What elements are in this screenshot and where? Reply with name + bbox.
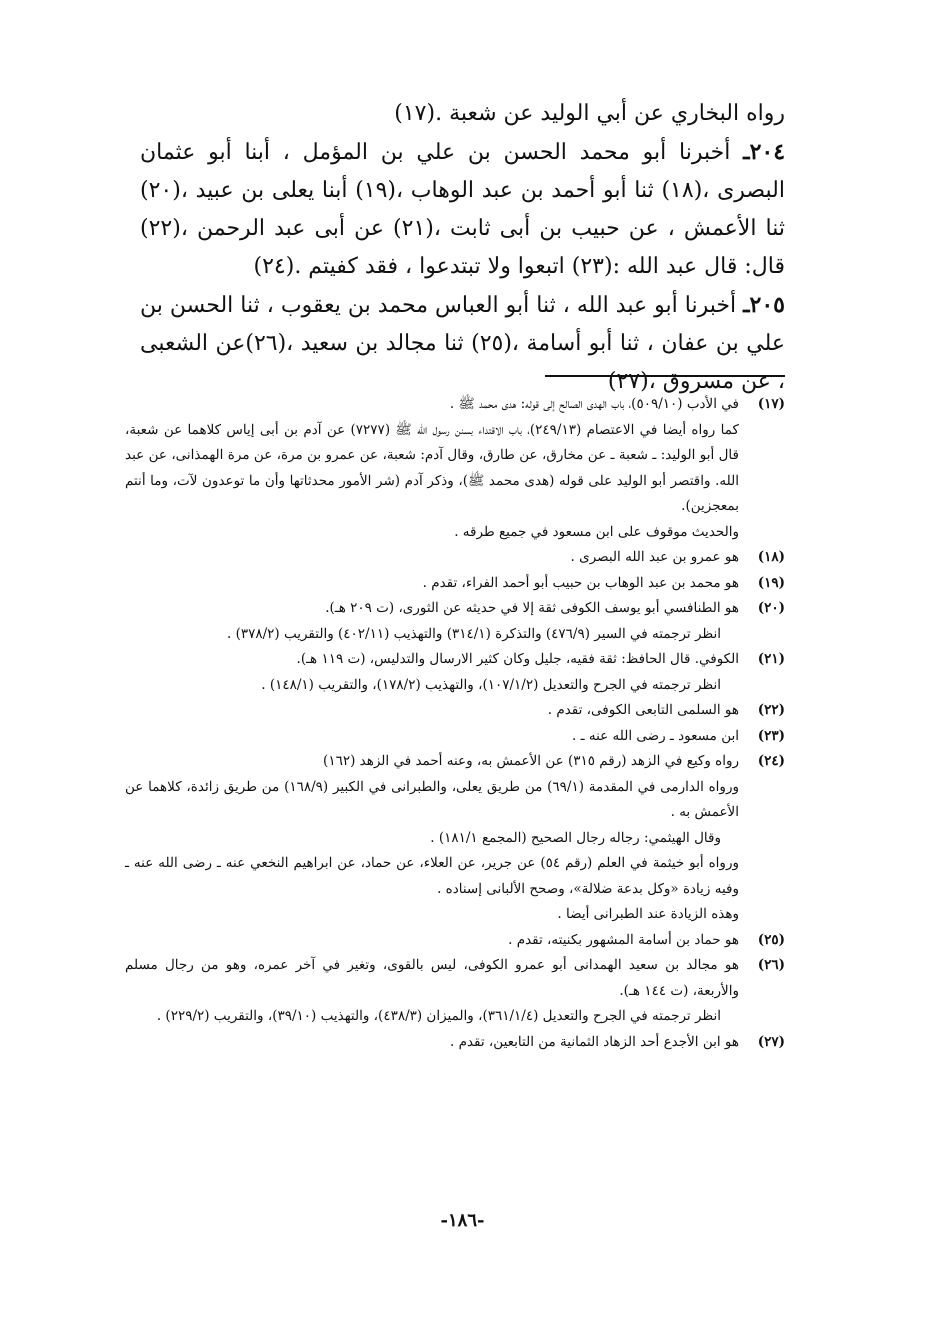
footnote-number: (٢٧) — [757, 1033, 785, 1050]
hadith-number: ٢٠٥ـ — [743, 292, 785, 318]
main-text — [140, 95, 785, 401]
footnotes — [125, 392, 785, 1055]
footnote-divider — [545, 375, 785, 377]
hadith-204 — [140, 133, 785, 286]
footnote-continuation: انظر ترجمته في الجرح والتعديل (٣٦١/١/٤)، والميزان (٤٣٨/٣)، والتهذيب (٣٩/١٠)، والتقريب (٢٢٩/٢) . — [156, 1008, 721, 1024]
footnote-number: (٢٦) — [757, 957, 785, 973]
footnote-text: الكوفي. قال الحافظ: ثقة فقيه، جليل وكان كثير الارسال والتدليس، (ت ١١٩ هـ). — [296, 651, 739, 667]
footnote — [125, 392, 785, 418]
footnote — [125, 928, 785, 954]
footnote-continuation: انظر ترجمته في السير (٤٧٦/٩) والتذكرة (٣١٤/١) والتهذيب (٤٠٢/١١) والتقريب (٣٧٨/٢) . — [226, 625, 721, 642]
footnote-text: رواه وكيع في الزهد (رقم ٣١٥) عن الأعمش به، وعنه أحمد في الزهد (١٦٢) — [323, 753, 739, 769]
footnote-continuation: ورواه الدارمى في المقدمة (٦٩/١) من طريق يعلى، والطبرانى في الكبير (١٦٨/٩) من طريق زائدة، كلاهما عن الأعمش به . — [125, 778, 739, 820]
footnote-text: في الأدب (٥٠٩/١٠)، باب الهدى الصالح إلى قوله: هدى محمد ﷺ . — [449, 396, 739, 412]
footnote-number: (٢٠) — [757, 600, 785, 616]
hadith-text: أخبرنا أبو عبد الله ، ثنا أبو العباس محمد بن يعقوب ، ثنا الحسن بن علي بن عفان ، ثنا أبو أسامة ،(٢٥) ثنا مجالد بن سعيد ،(٢٦)عن الشعبى ، عن مسروق ،(٢٧) — [140, 293, 785, 394]
main-line-intro — [140, 95, 785, 133]
footnote — [125, 698, 785, 724]
footnote-text: هو مجالد بن سعيد الهمدانى أبو عمرو الكوفى، ليس بالقوى، وتغير في آخر عمره، وهو من رجال مسلم والأربعة، (ت ١٤٤ هـ). — [125, 957, 739, 999]
footnote-number: (٢١) — [757, 651, 785, 667]
footnote — [125, 647, 785, 673]
footnote-text: هو عمرو بن عبد الله البصرى . — [570, 549, 739, 565]
footnote-number: (٢٢) — [757, 702, 785, 718]
footnote-number: (١٩) — [757, 574, 785, 591]
footnote-continuation: وقال الهيثمي: رجاله رجال الصحيح (المجمع ١٨١/١) . — [430, 829, 721, 846]
footnote-text: ابن مسعود ـ رضى الله عنه ـ . — [572, 727, 739, 744]
footnote-continuation: انظر ترجمته في الجرح والتعديل (١٠٧/١/٢)، والتهذيب (١٧٨/٢)، والتقريب (١٤٨/١) . — [261, 676, 721, 693]
footnote-text: هو محمد بن عبد الوهاب بن حبيب أبو أحمد الفراء، تقدم . — [422, 574, 739, 591]
footnote-continuation: كما رواه أيضا في الاعتصام (٢٤٩/١٣)، باب الاقتداء بسنن رسول الله ﷺ (٧٢٧٧) عن آدم بن أبى إياس كلاهما عن شعبة، قال أبو الوليد: ـ شعبة ـ عن مخارق، عن طارق، وقال آدم: شعبة، عن عمرو بن مرة، عن مرة الهمذانى، عن عبد الله. واقتصر أبو الوليد على قوله (هدى محمد ﷺ)، وذكر آدم (شر الأمور محدثاتها وأن ما توعدون لآت، وما أنتم بمعجزين). — [125, 421, 739, 514]
footnote-text: هو حماد بن أسامة المشهور بكنيته، تقدم . — [508, 931, 739, 948]
hadith-number: ٢٠٤ـ — [743, 139, 786, 165]
hadith-205 — [140, 286, 785, 401]
footnote-number: (٢٤) — [757, 753, 785, 769]
footnote-number: (٢٣) — [757, 727, 785, 744]
footnote — [125, 1030, 785, 1056]
main-text-content: رواه البخاري عن أبي الوليد عن شعبة .(١٧) — [394, 101, 785, 126]
hadith-text: أخبرنا أبو محمد الحسن بن علي بن المؤمل ، أبنا أبو عثمان البصرى ،(١٨) ثنا أبو أحمد بن عبد الوهاب ،(١٩) أبنا يعلى بن عبيد ،(٢٠) ثنا الأعمش ، عن حبيب بن أبى ثابت ،(٢١) عن أبى عبد الرحمن ،(٢٢) قال: قال عبد الله :(٢٣) اتبعوا ولا تبتدعوا ، فقد كفيتم .(٢٤) — [140, 140, 785, 279]
footnote — [125, 596, 785, 622]
footnote-number: (١٧) — [757, 396, 785, 412]
footnote — [125, 724, 785, 750]
footnote-continuation: ورواه أبو خيثمة في العلم (رقم ٥٤) عن جرير، عن العلاء، عن حماد، عن ابراهيم النخعي عنه ـ رضى الله عنه ـ وفيه زيادة «وكل بدعة ضلالة»، وصحح الألبانى إسناده . — [125, 855, 739, 897]
footnote-continuation: وهذه الزيادة عند الطبرانى أيضا . — [557, 906, 739, 922]
footnote-number: (١٨) — [757, 549, 785, 565]
footnote-text: هو السلمى التابعى الكوفى، تقدم . — [547, 702, 739, 718]
footnote — [125, 749, 785, 775]
page-number: -١٨٦- — [440, 1210, 485, 1231]
footnote — [125, 953, 785, 1004]
footnote-continuation: والحديث موقوف على ابن مسعود في جميع طرقه . — [454, 523, 739, 540]
footnote-text: هو الطنافسي أبو يوسف الكوفى ثقة إلا في حديثه عن الثورى، (ت ٢٠٩ هـ). — [325, 600, 739, 616]
footnote — [125, 545, 785, 571]
footnote-number: (٢٥) — [757, 931, 785, 948]
footnote-text: هو ابن الأجدع أحد الزهاد الثمانية من التابعين، تقدم . — [450, 1033, 739, 1050]
footnote — [125, 571, 785, 597]
